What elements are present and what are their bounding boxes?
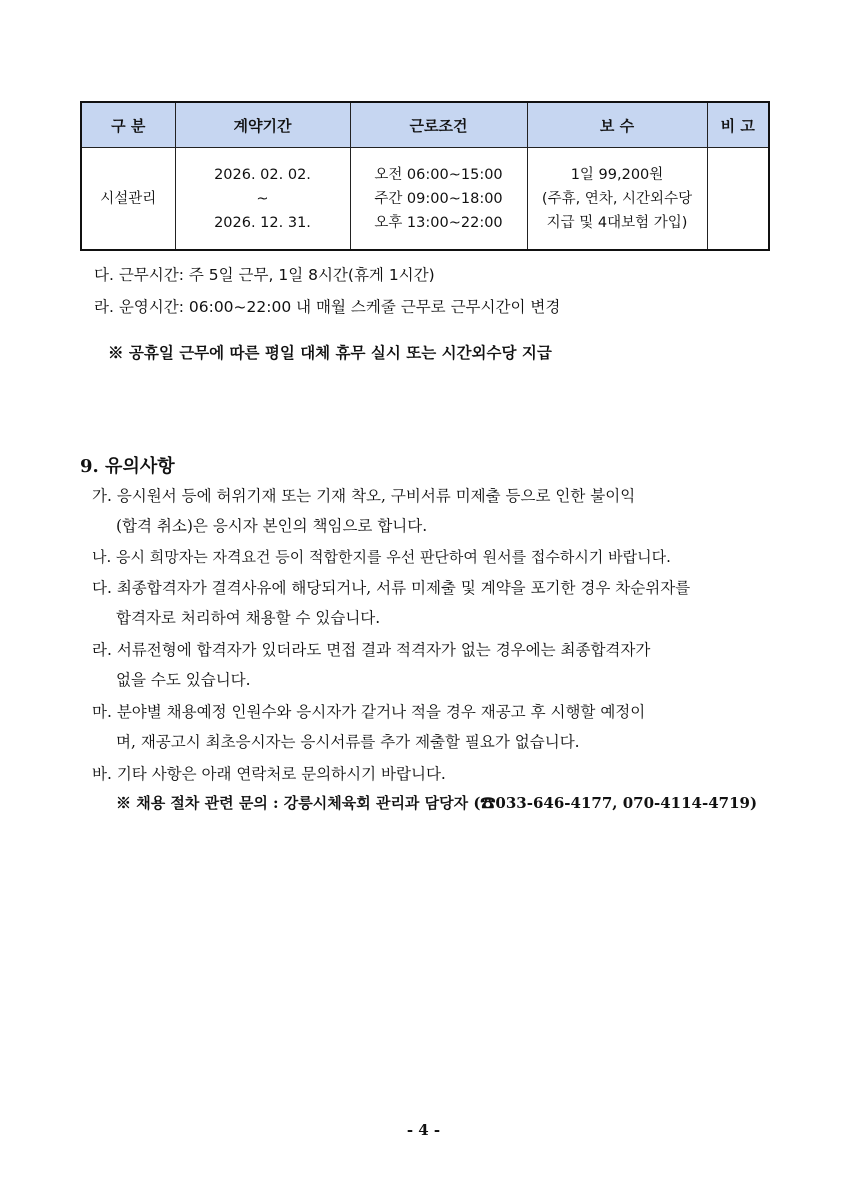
notice-item-ma-line1: 마. 분야별 채용예정 인원수와 응시자가 같거나 적을 경우 재공고 후 시행할 예정이 [92, 703, 646, 721]
period-separator: ~ [256, 190, 269, 207]
header-contract-period: 계약기간 [175, 102, 350, 148]
cell-contract-period [175, 148, 350, 251]
shift-afternoon: 오후 13:00~22:00 [374, 214, 503, 231]
cell-remarks [707, 148, 769, 251]
table-header-row [81, 102, 769, 148]
pay-daily: 1일 99,200원 [570, 166, 664, 183]
header-remarks: 비 고 [707, 102, 769, 148]
operating-hours-line: 라. 운영시간: 06:00~22:00 내 매월 스케줄 근무로 근무시간이 변경 [94, 298, 561, 316]
cell-category: 시설관리 [81, 148, 175, 251]
period-start: 2026. 02. 02. [214, 166, 311, 183]
notice-item-ga-line1: 가. 응시원서 등에 허위기재 또는 기재 착오, 구비서류 미제출 등으로 인한 불이익 [92, 487, 636, 505]
page-number: - 4 - [406, 1121, 441, 1139]
header-category: 구 분 [81, 102, 175, 148]
pay-detail-2: 지급 및 4대보험 가입) [546, 214, 688, 231]
holiday-note: ※ 공휴일 근무에 따른 평일 대체 휴무 실시 또는 시간외수당 지급 [108, 343, 552, 362]
notice-item-da-line1: 다. 최종합격자가 결격사유에 해당되거나, 서류 미제출 및 계약을 포기한 경우 차순위자를 [92, 579, 691, 597]
notice-item-ra-line1: 라. 서류전형에 합격자가 있더라도 면접 결과 적격자가 없는 경우에는 최종합격자가 [92, 641, 651, 659]
notice-item-ba: 바. 기타 사항은 아래 연락처로 문의하시기 바랍니다. [92, 765, 446, 783]
shift-morning: 오전 06:00~15:00 [374, 166, 503, 183]
table-row [81, 148, 769, 251]
pay-detail-1: (주휴, 연차, 시간외수당 [541, 190, 693, 207]
notice-item-da-line2: 합격자로 처리하여 채용할 수 있습니다. [116, 609, 381, 627]
shift-day: 주간 09:00~18:00 [374, 190, 503, 207]
notice-item-ga-line2: (합격 취소)은 응시자 본인의 책임으로 합니다. [116, 517, 428, 535]
section-9-title: 9. 유의사항 [80, 456, 175, 477]
work-hours-line: 다. 근무시간: 주 5일 근무, 1일 8시간(휴게 1시간) [94, 266, 435, 284]
header-pay: 보 수 [527, 102, 707, 148]
contact-note: ※ 채용 절차 관련 문의 : 강릉시체육회 관리과 담당자 (☎033-646-4177, 070-4114-4719) [116, 794, 758, 812]
notice-item-ra-line2: 없을 수도 있습니다. [116, 671, 251, 689]
period-end: 2026. 12. 31. [214, 214, 311, 231]
notice-item-ma-line2: 며, 재공고시 최초응시자는 응시서류를 추가 제출할 필요가 없습니다. [116, 733, 580, 751]
header-work-conditions: 근로조건 [350, 102, 527, 148]
cell-work-conditions [350, 148, 527, 251]
cell-pay [527, 148, 707, 251]
employment-terms-table [80, 101, 770, 251]
notice-item-na: 나. 응시 희망자는 자격요건 등이 적합한지를 우선 판단하여 원서를 접수하시기 바랍니다. [92, 548, 671, 566]
